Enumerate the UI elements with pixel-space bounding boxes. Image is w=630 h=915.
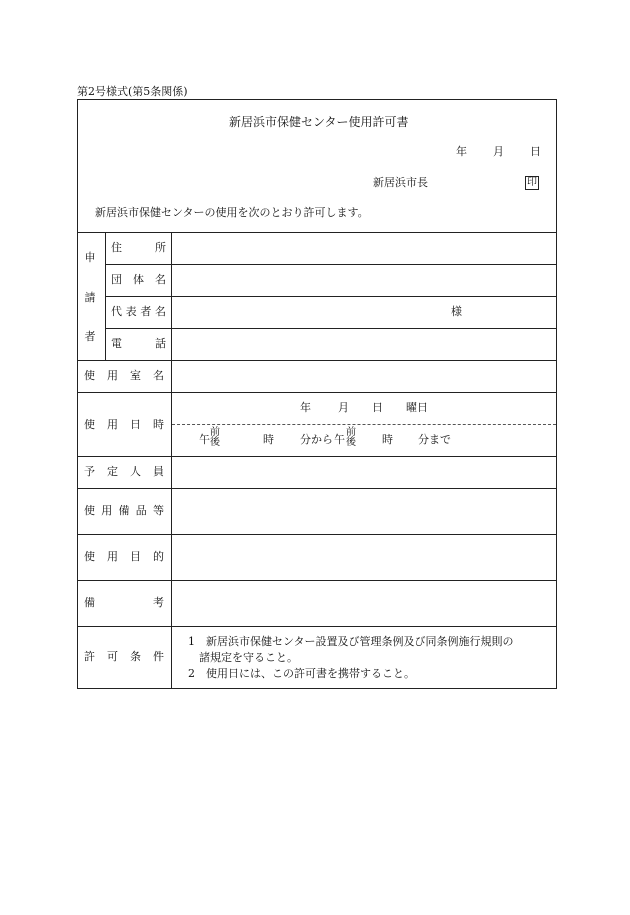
start-hour-label: 時: [263, 433, 274, 446]
usage-purpose-label: 使 用 目 的: [84, 550, 164, 563]
form-caption: 第2号様式(第5条関係): [77, 85, 188, 98]
expected-attendees-label: 予 定 人 員: [84, 465, 164, 478]
usage-month-label: 月: [338, 401, 349, 414]
usage-datetime-label: 使 用 日 時: [84, 418, 164, 431]
expected-attendees-field[interactable]: [174, 458, 554, 486]
phone-field[interactable]: [174, 330, 554, 358]
representative-name-field[interactable]: [174, 298, 444, 326]
intro-text: 新居浜市保健センターの使用を次のとおり許可します。: [95, 206, 369, 219]
equipment-label: 使 用 備 品 等: [84, 504, 164, 517]
organization-name-field[interactable]: [174, 266, 554, 294]
start-pm-option[interactable]: 後: [210, 437, 220, 448]
start-ampm-prefix: 午: [199, 433, 210, 446]
condition-line-3: 2 使用日には、この許可書を携帯すること。: [188, 667, 415, 680]
date-day-label: 日: [530, 145, 541, 158]
permit-form: [77, 99, 557, 689]
room-name-label: 使 用 室 名: [84, 369, 164, 382]
permit-conditions-label: 許 可 条 件: [84, 650, 164, 663]
end-hour-label: 時: [382, 433, 393, 446]
issuer-name: 新居浜市長: [373, 176, 428, 189]
applicant-group-label: [83, 252, 97, 342]
address-field[interactable]: [174, 234, 554, 262]
usage-purpose-field[interactable]: [174, 536, 554, 578]
start-am-option[interactable]: 前: [210, 427, 220, 438]
remarks-field[interactable]: [174, 582, 554, 624]
phone-label: 電 話: [111, 337, 166, 350]
room-name-field[interactable]: [174, 362, 554, 390]
seal-mark: 印: [527, 177, 537, 188]
date-month-label: 月: [493, 145, 504, 158]
representative-name-label: 代 表 者 名: [111, 305, 166, 318]
address-label: 住 所: [111, 241, 166, 254]
honorific-sama: 様: [451, 305, 462, 318]
remarks-label: 備 考: [84, 596, 164, 609]
condition-line-1: 1 新居浜市保健センター設置及び管理条例及び同条例施行規則の: [188, 635, 514, 648]
condition-line-2: 諸規定を守ること。: [188, 651, 298, 664]
start-ampm-options[interactable]: [210, 428, 220, 448]
usage-day-label: 日: [372, 401, 383, 414]
end-ampm-prefix: 午: [334, 433, 345, 446]
applicant-char-3: 者: [84, 330, 96, 343]
organization-name-label: 団 体 名: [111, 273, 166, 286]
end-am-option[interactable]: 前: [346, 427, 356, 438]
applicant-char-2: 請: [84, 290, 96, 304]
equipment-field[interactable]: [174, 490, 554, 532]
end-pm-option[interactable]: 後: [346, 437, 356, 448]
form-title: 新居浜市保健センター使用許可書: [229, 115, 409, 129]
usage-weekday-label: 曜日: [406, 401, 428, 414]
date-year-label: 年: [456, 145, 467, 158]
usage-year-label: 年: [300, 401, 311, 414]
end-ampm-options[interactable]: [346, 428, 356, 448]
end-minute-label: 分まで: [418, 433, 451, 446]
applicant-char-1: 申: [84, 251, 96, 264]
start-minute-label: 分から: [300, 433, 333, 446]
